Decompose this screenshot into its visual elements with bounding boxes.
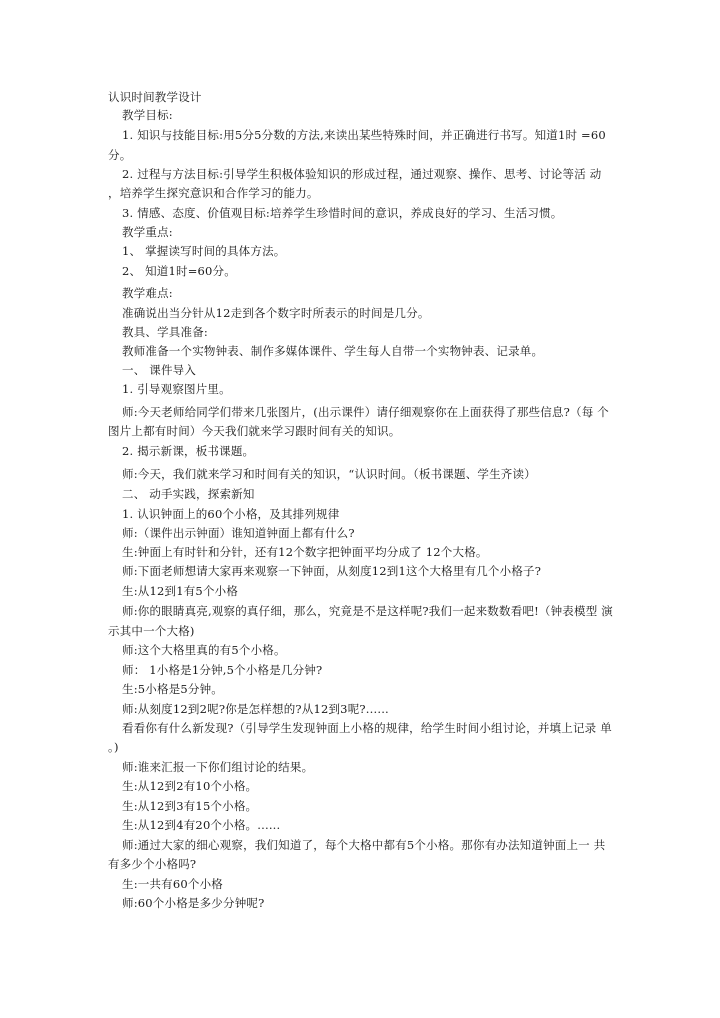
text-line: 生:一共有60个小格 [122, 877, 224, 891]
document-title: 认识时间教学设计 [108, 90, 202, 104]
text-line: 师:（课件出示钟面）谁知道钟面上都有什么? [122, 526, 355, 540]
text-line: 1. 认识钟面上的60个小格，及其排列规律 [122, 507, 340, 521]
text-line: 生:从12到1有5个小格 [122, 584, 239, 598]
text-line: 3. 情感、态度、价值观目标:培养学生珍惜时间的意识，养成良好的学习、生活习惯。 [122, 206, 563, 220]
text-line: 师:今天，我们就来学习和时间有关的知识，“认识时间。（板书课题、学生齐读） [122, 467, 536, 481]
text-line: 生:从12到3有15个小格。 [122, 799, 258, 813]
text-line: 教学难点: [122, 286, 173, 300]
text-line: 师:这个大格里真的有5个小格。 [122, 643, 286, 657]
text-line: 生:从12到4有20个小格。...... [122, 818, 281, 832]
text-line: 1、 掌握读写时间的具体方法。 [122, 244, 286, 258]
text-line: 教学重点: [122, 225, 173, 239]
text-line: 二、 动手实践，探索新知 [122, 487, 255, 501]
text-line: 图片上都有时间）今天我们就来学习跟时间有关的知识。 [108, 424, 401, 438]
text-line: 师： 1小格是1分钟,5个小格是几分钟? [122, 663, 323, 677]
text-line: 生:钟面上有时针和分针，还有12个数字把钟面平均分成了 12个大格。 [122, 545, 488, 559]
text-line: 示其中一个大格) [108, 624, 195, 638]
text-line: 师:你的眼睛真亮,观察的真仔细，那么，究竟是不是这样呢?我们一起来数数看吧!（钟表模型 演 [122, 604, 613, 618]
text-line: ，培养学生探究意识和合作学习的能力。 [108, 186, 319, 200]
text-line: 看看你有什么新发现?（引导学生发现钟面上小格的规律，给学生时间小组讨论，并填上记录 单 [122, 721, 612, 735]
text-line: 教具、学具准备: [122, 325, 208, 339]
text-line: 教师准备一个实物钟表、制作多媒体课件、学生每人自带一个实物钟表、记录单。 [122, 344, 544, 358]
text-line: 一、 课件导入 [122, 363, 197, 377]
text-line: 准确说出当分针从12走到各个数字时所表示的时间是几分。 [122, 306, 430, 320]
text-line: 分。 [108, 148, 132, 162]
text-line: 师:从刻度12到2呢?你是怎样想的?从12到3呢?...... [122, 702, 389, 716]
text-line: 师:60个小格是多少分钟呢? [122, 896, 265, 910]
text-line: 师:今天老师给同学们带来几张图片，(出示课件）请仔细观察你在上面获得了那些信息?（每 个 [122, 405, 609, 419]
text-line: 生:5小格是5分钟。 [122, 682, 224, 696]
text-line: 2. 过程与方法目标:引导学生积极体验知识的形成过程，通过观察、操作、思考、讨论等活 动 [122, 167, 602, 181]
text-line: 。) [108, 740, 119, 754]
text-line: 教学目标: [122, 108, 173, 122]
text-line: 有多少个小格吗? [108, 857, 197, 871]
text-line: 师:下面老师想请大家再来观察一下钟面，从刻度12到1这个大格里有几个小格子? [122, 564, 542, 578]
text-line: 2. 揭示新课，板书课题。 [122, 444, 255, 458]
text-line: 1. 引导观察图片里。 [122, 382, 231, 396]
text-line: 师:通过大家的细心观察，我们知道了，每个大格中都有5个小格。那你有办法知道钟面上一 共 [122, 838, 606, 852]
text-line: 2、 知道1时=60分。 [122, 264, 236, 278]
text-line: 1. 知识与技能目标:用5分5分数的方法,来读出某些特殊时间，并正确进行书写。知道1时 =60 [122, 128, 606, 142]
text-line: 生:从12到2有10个小格。 [122, 779, 258, 793]
text-line: 师:谁来汇报一下你们组讨论的结果。 [122, 760, 314, 774]
